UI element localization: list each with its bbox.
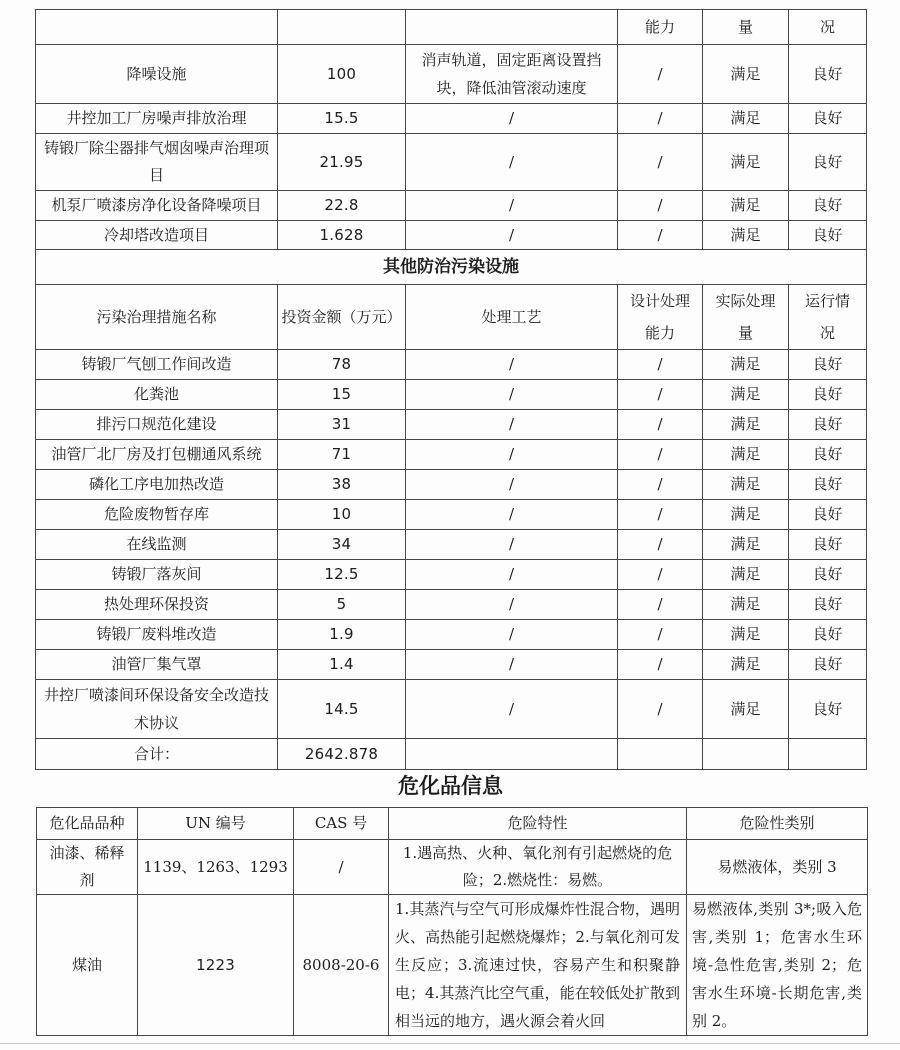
table-row	[36, 350, 867, 380]
status-cell: 良好	[789, 104, 867, 134]
actual-cell: 满足	[703, 470, 789, 500]
header-actual-line1: 实际处理	[715, 292, 776, 310]
capacity-cell: /	[618, 104, 703, 134]
process-cell: /	[406, 680, 618, 739]
hazmat-type-cell: 油漆、稀释剂	[37, 840, 138, 895]
header-status	[789, 285, 867, 350]
amount-cell: 100	[278, 45, 406, 104]
header-process: 处理工艺	[406, 285, 618, 350]
hazard-traits-cell: 1.其蒸汽与空气可形成爆炸性混合物，遇明火、高热能引起燃烧爆炸；2.与氧化剂可发生反应；3.流速过快，容易产生和积聚静电；4.其蒸汽比空气重，能在较低处扩散到相当远的地方，遇火源会着火回	[389, 895, 687, 1036]
process-cell: /	[406, 560, 618, 590]
amount-cell: 71	[278, 440, 406, 470]
amount-cell: 1.4	[278, 650, 406, 680]
header-un-number: UN 编号	[138, 808, 294, 840]
status-cell: 良好	[789, 530, 867, 560]
table-row-total	[36, 739, 867, 770]
capacity-cell: /	[618, 620, 703, 650]
status-cell: 良好	[789, 590, 867, 620]
hazard-category-cell: 易燃液体,类别 3*;吸入危害,类别 1；危害水生环境-急性危害,类别 2；危害水生环境-长期危害,类别 2。	[687, 895, 868, 1036]
table-row-section	[36, 250, 867, 285]
measure-name-cell: 冷却塔改造项目	[36, 221, 278, 250]
measure-name-cell: 油管厂集气罩	[36, 650, 278, 680]
amount-cell: 38	[278, 470, 406, 500]
table-row	[36, 470, 867, 500]
amount-cell: 14.5	[278, 680, 406, 739]
capacity-cell: /	[618, 350, 703, 380]
hazard-category-cell: 易燃液体，类别 3	[687, 840, 868, 895]
capacity-cell: /	[618, 560, 703, 590]
capacity-cell: /	[618, 680, 703, 739]
actual-cell: 满足	[703, 560, 789, 590]
process-cell: /	[406, 350, 618, 380]
actual-cell: 满足	[703, 650, 789, 680]
table-row	[37, 895, 868, 1036]
table-row	[36, 440, 867, 470]
actual-cell: 满足	[703, 620, 789, 650]
hazard-traits-cell: 1.遇高热、火种、氧化剂有引起燃烧的危险；2.燃烧性：易燃。	[389, 840, 687, 895]
table-row	[37, 840, 868, 895]
header-hazmat-type: 危化品品种	[37, 808, 138, 840]
header-amount: 投资金额（万元）	[278, 285, 406, 350]
table-row-header	[37, 808, 868, 840]
actual-cell: 满足	[703, 680, 789, 739]
pollution-facilities-table	[35, 9, 867, 770]
amount-cell: 31	[278, 410, 406, 440]
capacity-cell: /	[618, 470, 703, 500]
page-break-line	[0, 1043, 900, 1044]
status-cell: 良好	[789, 680, 867, 739]
capacity-cell: /	[618, 500, 703, 530]
process-cell: /	[406, 620, 618, 650]
measure-name-cell: 热处理环保投资	[36, 590, 278, 620]
measure-name-cell: 铸锻厂除尘器排气烟囱噪声治理项目	[36, 134, 278, 191]
measure-name-cell: 排污口规范化建设	[36, 410, 278, 440]
status-cell: 良好	[789, 350, 867, 380]
process-cell: /	[406, 650, 618, 680]
hazmat-section-title: 危化品信息	[398, 773, 503, 798]
total-label-cell: 合计：	[36, 739, 278, 770]
capacity-cell: /	[618, 530, 703, 560]
section-title: 其他防治污染设施	[36, 250, 867, 285]
measure-name-cell: 化粪池	[36, 380, 278, 410]
table-row	[36, 530, 867, 560]
table-row	[36, 134, 867, 191]
status-cell: 良好	[789, 470, 867, 500]
actual-cell: 满足	[703, 500, 789, 530]
table-row	[36, 221, 867, 250]
capacity-cell: /	[618, 191, 703, 221]
table-row	[36, 500, 867, 530]
measure-name-cell: 降噪设施	[36, 45, 278, 104]
process-cell: /	[406, 134, 618, 191]
measure-name-cell: 铸锻厂气刨工作间改造	[36, 350, 278, 380]
table-row	[36, 590, 867, 620]
amount-cell: 21.95	[278, 134, 406, 191]
table-row	[36, 650, 867, 680]
measure-name-cell: 机泵厂喷漆房净化设备降噪项目	[36, 191, 278, 221]
header-cas-number: CAS 号	[294, 808, 389, 840]
header-actual-line2: 量	[737, 324, 753, 342]
amount-cell: 15	[278, 380, 406, 410]
capacity-cell: /	[618, 134, 703, 191]
table-row-carryover-header	[36, 10, 867, 45]
carryover-capacity-header: 能力	[618, 10, 703, 45]
process-cell: /	[406, 590, 618, 620]
un-number-cell: 1139、1263、1293	[138, 840, 294, 895]
amount-cell: 34	[278, 530, 406, 560]
cas-number-cell: /	[294, 840, 389, 895]
amount-cell: 1.628	[278, 221, 406, 250]
table-row	[36, 680, 867, 739]
actual-cell: 满足	[703, 380, 789, 410]
un-number-cell: 1223	[138, 895, 294, 1036]
actual-cell: 满足	[703, 410, 789, 440]
measure-name-cell: 在线监测	[36, 530, 278, 560]
amount-cell: 10	[278, 500, 406, 530]
actual-cell: 满足	[703, 221, 789, 250]
process-cell: /	[406, 410, 618, 440]
process-cell: /	[406, 440, 618, 470]
status-cell: 良好	[789, 500, 867, 530]
total-amount-cell: 2642.878	[278, 739, 406, 770]
table-row	[36, 410, 867, 440]
capacity-cell: /	[618, 650, 703, 680]
process-cell: /	[406, 500, 618, 530]
status-cell: 良好	[789, 440, 867, 470]
header-status-line1: 运行情	[804, 292, 850, 310]
header-hazard-traits: 危险特性	[389, 808, 687, 840]
measure-name-cell: 危险废物暂存库	[36, 500, 278, 530]
capacity-cell: /	[618, 440, 703, 470]
status-cell: 良好	[789, 650, 867, 680]
actual-cell: 满足	[703, 104, 789, 134]
table-row	[36, 620, 867, 650]
table-row	[36, 104, 867, 134]
total-empty-cell	[406, 739, 618, 770]
table-row	[36, 380, 867, 410]
process-cell: /	[406, 104, 618, 134]
carryover-empty-cell	[36, 10, 278, 45]
amount-cell: 78	[278, 350, 406, 380]
process-cell: /	[406, 221, 618, 250]
actual-cell: 满足	[703, 590, 789, 620]
actual-cell: 满足	[703, 350, 789, 380]
status-cell: 良好	[789, 134, 867, 191]
process-cell: /	[406, 530, 618, 560]
actual-cell: 满足	[703, 440, 789, 470]
amount-cell: 5	[278, 590, 406, 620]
header-status-line2: 况	[819, 324, 835, 342]
amount-cell: 12.5	[278, 560, 406, 590]
capacity-cell: /	[618, 410, 703, 440]
header-hazard-category: 危险性类别	[687, 808, 868, 840]
actual-cell: 满足	[703, 191, 789, 221]
status-cell: 良好	[789, 380, 867, 410]
measure-name-cell: 井控厂喷漆间环保设备安全改造技术协议	[36, 680, 278, 739]
capacity-cell: /	[618, 221, 703, 250]
hazmat-type-cell: 煤油	[37, 895, 138, 1036]
header-capacity	[618, 285, 703, 350]
amount-cell: 1.9	[278, 620, 406, 650]
actual-cell: 满足	[703, 530, 789, 560]
table-row	[36, 45, 867, 104]
capacity-cell: /	[618, 45, 703, 104]
carryover-status-header: 况	[789, 10, 867, 45]
measure-name-cell: 铸锻厂废料堆改造	[36, 620, 278, 650]
actual-cell: 满足	[703, 134, 789, 191]
status-cell: 良好	[789, 620, 867, 650]
measure-name-cell: 井控加工厂房噪声排放治理	[36, 104, 278, 134]
header-measure-name: 污染治理措施名称	[36, 285, 278, 350]
status-cell: 良好	[789, 191, 867, 221]
hazmat-table	[36, 807, 868, 1036]
header-capacity-line1: 设计处理	[629, 292, 690, 310]
table-row	[36, 560, 867, 590]
header-actual	[703, 285, 789, 350]
process-cell: 消声轨道，固定距离设置挡块，降低油管滚动速度	[406, 45, 618, 104]
status-cell: 良好	[789, 221, 867, 250]
status-cell: 良好	[789, 410, 867, 440]
process-cell: /	[406, 191, 618, 221]
total-empty-cell	[789, 739, 867, 770]
capacity-cell: /	[618, 590, 703, 620]
carryover-actual-header: 量	[703, 10, 789, 45]
process-cell: /	[406, 380, 618, 410]
actual-cell: 满足	[703, 45, 789, 104]
carryover-empty-cell	[278, 10, 406, 45]
status-cell: 良好	[789, 45, 867, 104]
status-cell: 良好	[789, 560, 867, 590]
amount-cell: 22.8	[278, 191, 406, 221]
process-cell: /	[406, 470, 618, 500]
total-empty-cell	[618, 739, 703, 770]
table-row-header	[36, 285, 867, 350]
amount-cell: 15.5	[278, 104, 406, 134]
total-empty-cell	[703, 739, 789, 770]
cas-number-cell: 8008-20-6	[294, 895, 389, 1036]
header-capacity-line2: 能力	[644, 324, 675, 342]
measure-name-cell: 磷化工序电加热改造	[36, 470, 278, 500]
table-row	[36, 191, 867, 221]
capacity-cell: /	[618, 380, 703, 410]
carryover-empty-cell	[406, 10, 618, 45]
measure-name-cell: 铸锻厂落灰间	[36, 560, 278, 590]
measure-name-cell: 油管厂北厂房及打包棚通风系统	[36, 440, 278, 470]
